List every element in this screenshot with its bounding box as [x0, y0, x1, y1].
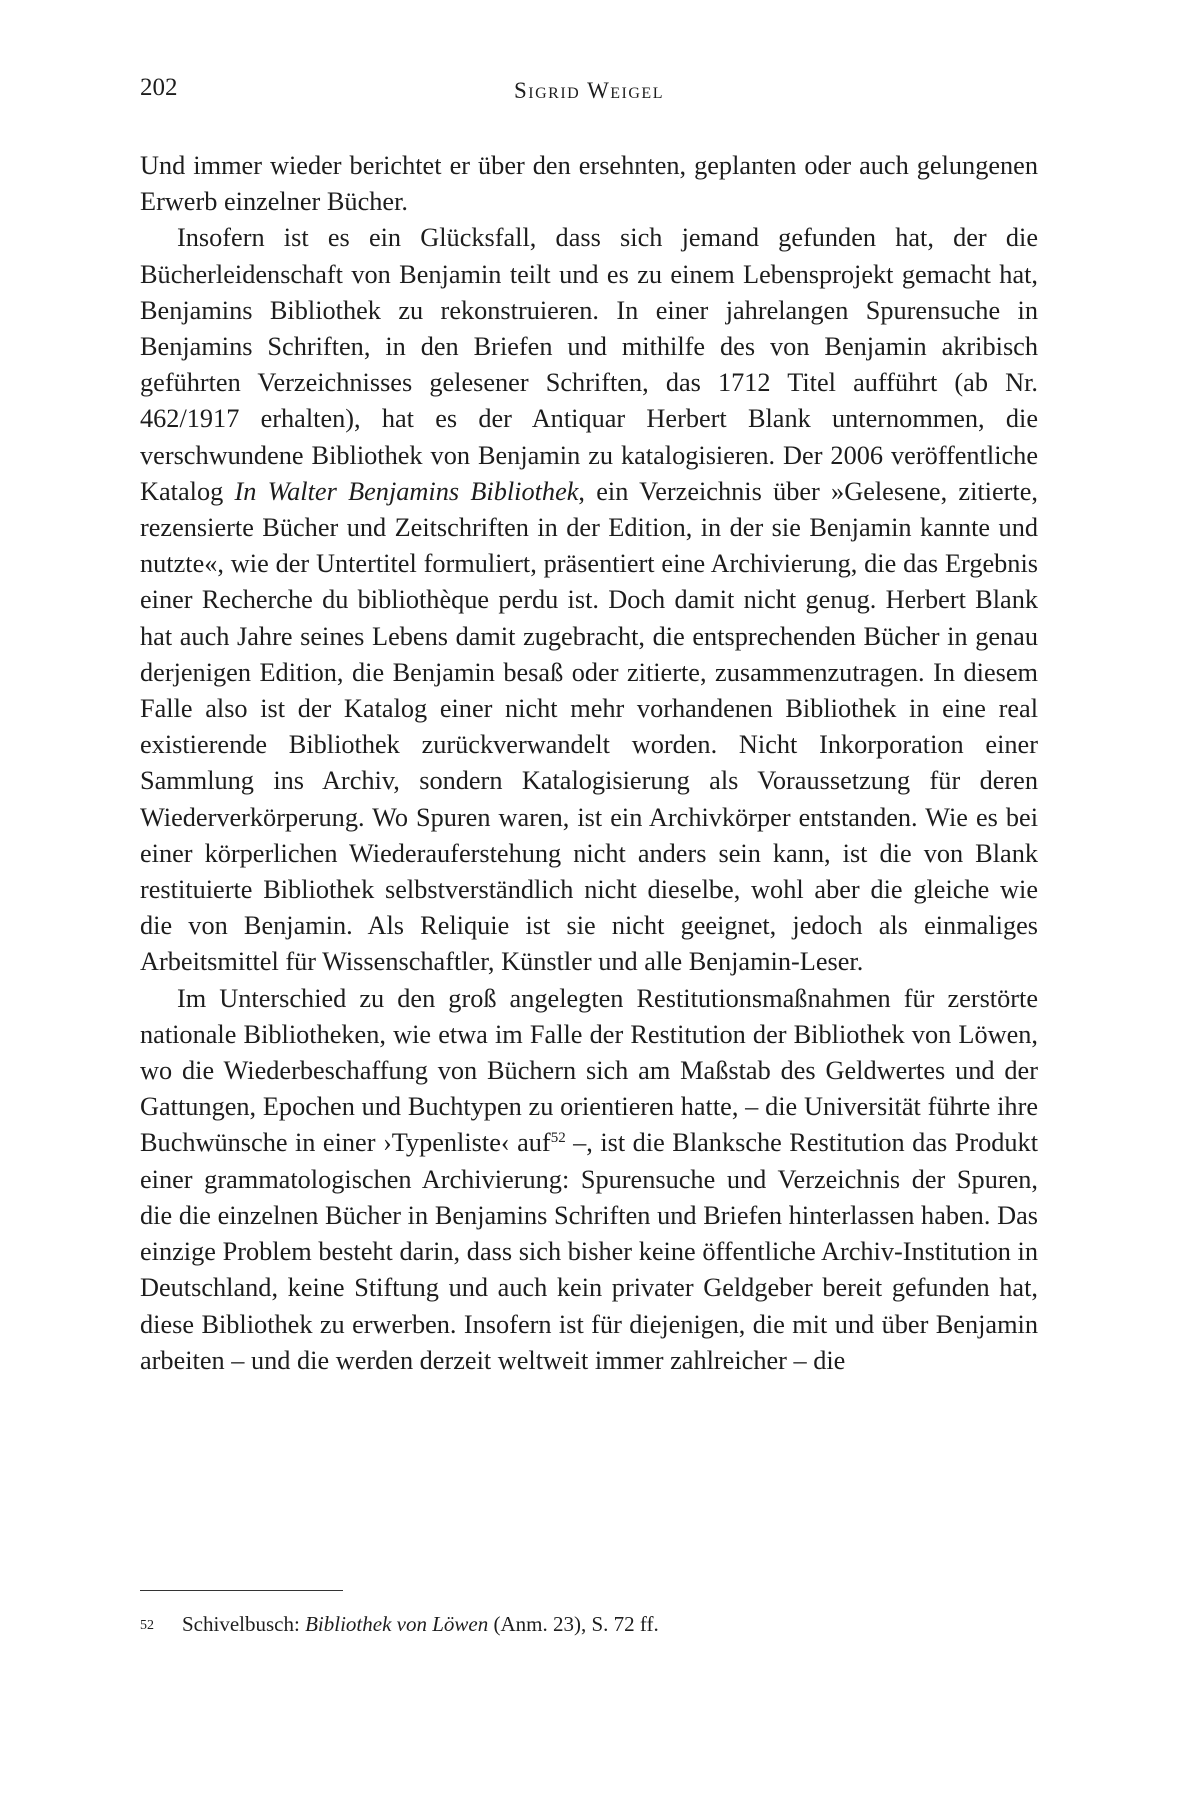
paragraph-2-text-a: Insofern ist es ein Glücksfall, dass sich jemand gefunden hat, der die Bücherleidenschaft von Benjamin teilt und es zu einem Lebensprojekt gemacht hat, Benjamins Bibliothek zu rekonstruieren. In einer jahrelangen Spurensuche in Benjamins Schriften, in den Briefen und mithilfe des von Benjamin akribisch geführten Verzeichnisses gelesener Schriften, das 1712 Titel aufführt (ab Nr. 462/1917 erhalten), hat es der Antiquar Herbert Blank unternommen, die verschwundene Bibliothek von Benjamin zu katalogisieren. Der 2006 veröffentliche Katalog	[140, 223, 1038, 506]
body-text	[140, 148, 1038, 1379]
footnote-number: 52	[140, 1618, 154, 1633]
paragraph-2-text-b: , ein Verzeichnis über »Gelesene, zitierte, rezensierte Bücher und Zeitschriften in der Edition, in der sie Benjamin kannte und nutzte«, wie der Untertitel formuliert, präsentiert eine Archivierung, die das Ergebnis einer Recherche du bibliothèque perdu ist. Doch damit nicht genug. Herbert Blank hat auch Jahre seines Lebens damit zugebracht, die entsprechenden Bücher in genau derjenigen Edition, die Benjamin besaß oder zitierte, zusammenzutragen. In diesem Falle also ist der Katalog einer nicht mehr vorhandenen Bibliothek in eine real existierende Bibliothek zurückverwandelt worden. Nicht Inkorporation einer Sammlung ins Archiv, sondern Katalogisierung als Voraussetzung für deren Wiederverkörperung. Wo Spuren waren, ist ein Archivkörper entstanden. Wie es bei einer körperlichen Wiederauferstehung nicht anders sein kann, ist die von Blank restituierte Bibliothek selbstverständlich nicht dieselbe, wohl aber die gleiche wie die von Benjamin. Als Reliquie ist sie nicht geeignet, jedoch als einmaliges Arbeitsmittel für Wissenschaftler, Künstler und alle Benjamin-Leser.	[140, 476, 1038, 977]
paragraph-1	[140, 148, 1038, 220]
paragraph-2	[140, 220, 1038, 980]
footnote-divider	[140, 1590, 343, 1591]
page-number: 202	[140, 74, 178, 101]
paragraph-3-text-b: –, ist die Blanksche Restitution das Produkt einer grammatologischen Archivierung: Spurensuche und Verzeichnis der Spuren, die die einzelnen Bücher in Benjamins Schriften und Briefen hinterlassen haben. Das einzige Problem besteht darin, dass sich bisher keine öffentliche Archiv-Institution in Deutschland, keine Stiftung und auch kein privater Geldgeber bereit gefunden hat, diese Bibliothek zu erwerben. Insofern ist für diejenigen, die mit und über Benjamin arbeiten – und die werden derzeit weltweit immer zahlreicher – die	[140, 1128, 1038, 1375]
footnote-text-a: Schivelbusch:	[182, 1612, 306, 1636]
footnote-reference[interactable]: 52	[550, 1130, 566, 1147]
footnote	[140, 1610, 1038, 1640]
paragraph-3	[140, 981, 1038, 1379]
paragraph-3-text-a: Im Unterschied zu den groß angelegten Restitutionsmaßnahmen für zerstörte nationale Bibliotheken, wie etwa im Falle der Restitution der Bibliothek von Löwen, wo die Wiederbeschaffung von Büchern sich am Maßstab des Geldwertes und der Gattungen, Epochen und Buchtypen zu orientieren hatte, – die Universität führte ihre Buchwünsche in einer ›Typenliste‹ auf	[140, 983, 1038, 1158]
running-head	[140, 74, 1038, 114]
footnote-text-b: (Anm. 23), S. 72 ff.	[488, 1612, 659, 1636]
footnote-title-italic: Bibliothek von Löwen	[305, 1612, 489, 1636]
running-head-author: Sigrid Weigel	[514, 78, 664, 103]
catalog-title-italic: In Walter Benjamins Bibliothek	[234, 476, 579, 506]
paragraph-1-text: Und immer wieder berichtet er über den ersehnten, geplanten oder auch gelungenen Erwerb einzelner Bücher.	[140, 151, 1038, 217]
